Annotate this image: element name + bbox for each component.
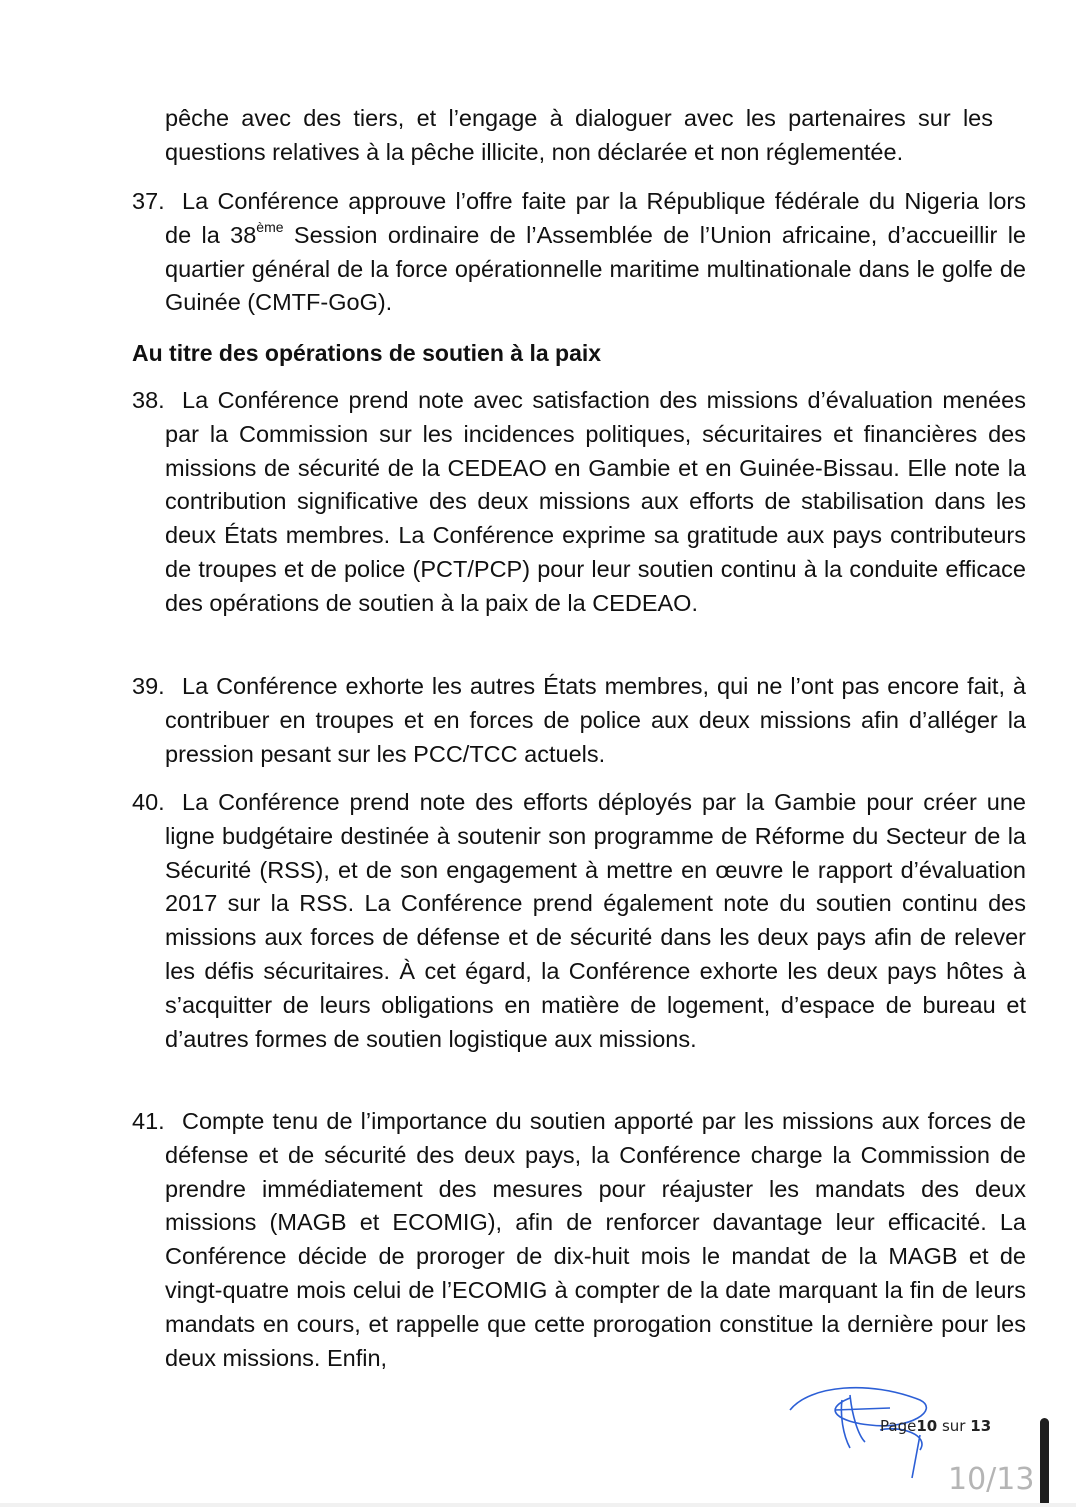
paragraph-41 bbox=[132, 1105, 1026, 1375]
paragraph-37 bbox=[132, 185, 1026, 320]
viewer-page-indicator: 10/13 bbox=[948, 1462, 1035, 1497]
paragraph-number: 37. bbox=[132, 188, 165, 214]
paragraph-36-continuation: pêche avec des tiers, et l’engage à dialoguer avec les partenaires sur les questions relatives à la pêche illicite, non déclarée et non réglementée. bbox=[165, 105, 993, 165]
paragraph-39 bbox=[132, 670, 1026, 771]
sur-word: sur bbox=[941, 1417, 966, 1435]
bottom-divider bbox=[0, 1503, 1076, 1507]
current-page-number: 10 bbox=[916, 1417, 938, 1435]
paragraph-number: 38. bbox=[132, 387, 165, 413]
paragraph-text: La Conférence prend note des efforts déployés par la Gambie pour créer une ligne budgétaire destinée à soutenir son programme de Réforme du Secteur de la Sécurité (RSS), et de son engagement à mettre en œuvre le rapport d’évaluation 2017 sur la RSS. La Conférence prend également note du soutien continu des missions aux forces de défense et de sécurité dans les deux pays afin de relever les défis sécuritaires. À cet égard, la Conférence exhorte les deux pays hôtes à s’acquitter de leurs obligations en matière de logement, d’espace de bureau et d’autres formes de soutien logistique aux missions. bbox=[165, 789, 1026, 1052]
paragraph-38 bbox=[132, 384, 1026, 621]
paragraph-40 bbox=[132, 786, 1026, 1056]
paragraph-number: 39. bbox=[132, 673, 165, 699]
page-number-footer bbox=[880, 1417, 991, 1435]
paragraph-number: 40. bbox=[132, 789, 165, 815]
paragraph-text: La Conférence prend note avec satisfaction des missions d’évaluation menées par la Commission sur les incidences politiques, sécuritaires et financières des missions de sécurité de la CEDEAO en Gambie et en Guinée-Bissau. Elle note la contribution significative des deux missions aux efforts de stabilisation dans les deux États membres. La Conférence exprime sa gratitude aux pays contributeurs de troupes et de police (PCT/PCP) pour leur soutien continu à la conduite efficace des opérations de soutien à la paix de la CEDEAO. bbox=[165, 387, 1026, 616]
superscript: ème bbox=[256, 218, 284, 235]
paragraph-text: Session ordinaire de l’Assemblée de l’Union africaine, d’accueillir le quartier général de la force opérationnelle maritime multinationale dans le golfe de Guinée (CMTF-GoG). bbox=[165, 221, 1026, 316]
paragraph-text: La Conférence approuve l’offre faite par la République fédérale du Nigeria lors de la 38 bbox=[165, 188, 1026, 248]
scrollbar-thumb[interactable] bbox=[1040, 1418, 1049, 1507]
paragraph-text: Compte tenu de l’importance du soutien apporté par les missions aux forces de défense et de sécurité des deux pays, la Conférence charge la Commission de prendre immédiatement des mesures pour réajuster les mandats des deux missions (MAGB et ECOMIG), afin de renforcer davantage leur efficacité. La Conférence décide de proroger de dix-huit mois le mandat de la MAGB et de vingt-quatre mois celui de l’ECOMIG à compter de la date marquant la fin de leurs mandats en cours, et rappelle que cette prorogation constitue la dernière pour les deux missions. Enfin, bbox=[165, 1108, 1026, 1371]
page-word: Page bbox=[880, 1417, 917, 1435]
section-heading: Au titre des opérations de soutien à la paix bbox=[132, 340, 602, 366]
paragraph-number: 41. bbox=[132, 1108, 165, 1134]
paragraph-text: La Conférence exhorte les autres États membres, qui ne l’ont pas encore fait, à contribuer en troupes et en forces de police aux deux missions afin d’alléger la pression pesant sur les PCC/TCC actuels. bbox=[165, 673, 1026, 767]
total-pages-number: 13 bbox=[970, 1417, 992, 1435]
